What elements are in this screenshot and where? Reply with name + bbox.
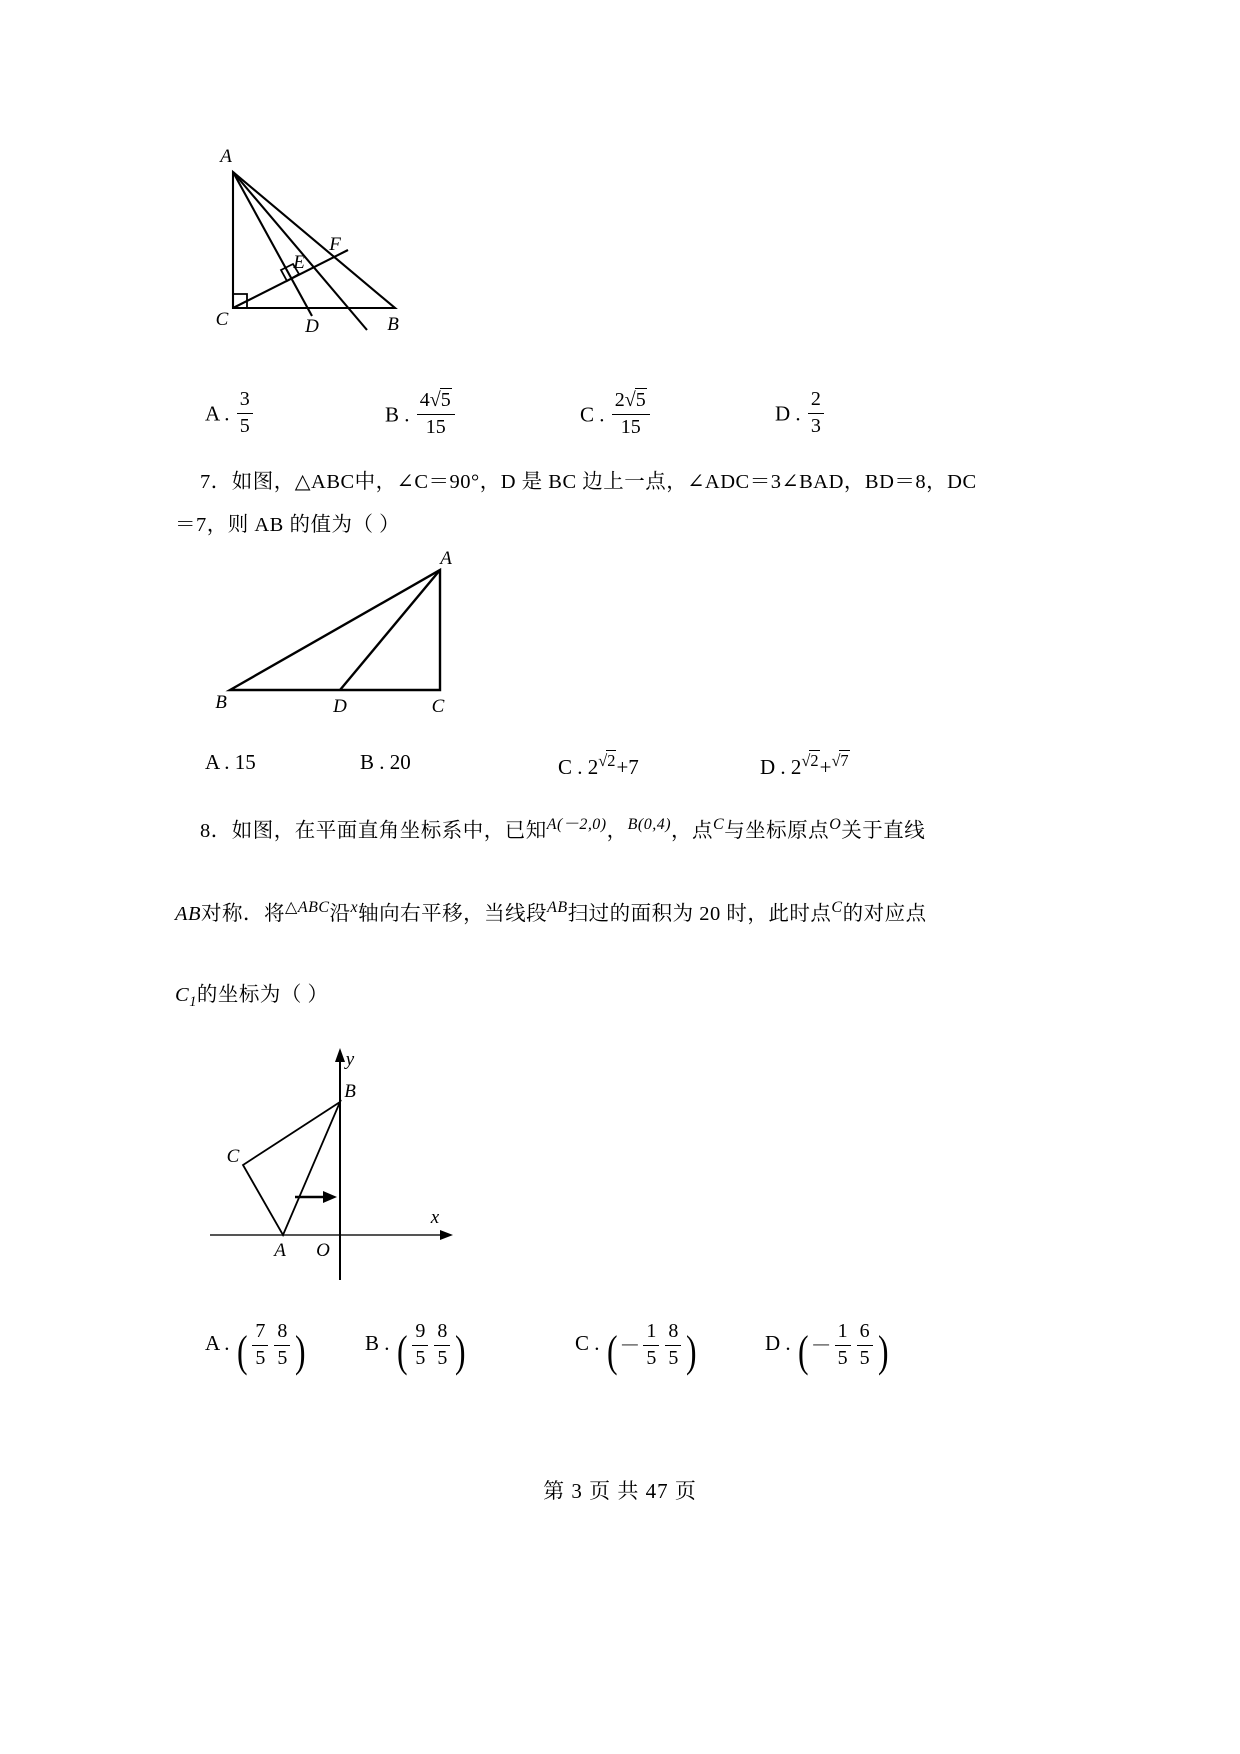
q6-option-c[interactable] [580,388,652,439]
q8-line1-text-d: 关于直线 [841,819,926,842]
q7-label-A: A [440,550,452,569]
q8-point-C: C [713,816,725,833]
q8-option-a-key: A . [205,1330,230,1355]
q7-option-a[interactable] [205,750,256,775]
q8-option-b-key: B . [365,1330,390,1355]
paren-close-icon: ) [877,1326,889,1376]
q8-option-c[interactable] [575,1320,699,1376]
q8-option-b[interactable] [365,1320,468,1376]
q8-line2-text-b: 沿 [329,902,351,925]
q8-label-B: B [344,1081,356,1102]
q8-point-O: O [829,816,842,833]
q8-triangle-ABC: △ABC [285,899,330,916]
q6-option-d-value: $\frac{2}{3}$ [808,388,824,438]
q8-figure [195,1040,515,1290]
q8-option-c-minus: － [619,1333,641,1358]
q6-label-A: A [220,146,232,167]
q6-label-C: C [215,309,229,330]
q8-option-a[interactable] [205,1320,308,1376]
q7-option-d-value: $2^{√2}+^{√7}$ [790,751,849,779]
q7-statement-line2: ＝7，则 AB 的值为（ ） [175,514,401,536]
q7-option-d-key: D . [760,755,786,779]
q7-label-C: C [431,696,445,717]
q6-label-F: F [329,234,341,255]
q6-label-B: B [387,314,399,335]
q8-option-d-minus: － [810,1333,832,1358]
q8-statement-line2 [175,888,927,934]
page-footer: 第 3 页 共 47 页 [543,1479,697,1503]
q7-label-D: D [333,696,347,717]
q8-line2-text-a: 对称．将 [201,902,286,925]
q8-line1-text-c: 与坐标原点 [724,819,830,842]
q6-label-E: E [293,252,305,273]
q6-option-c-key: C . [580,402,605,427]
q8-segment-AB: AB [175,902,202,925]
q8-label-A: A [274,1240,286,1261]
q8-point-C-2: C [831,899,843,916]
paren-open-icon: ( [396,1326,408,1376]
q6-option-a-key: A . [205,401,230,426]
q8-line1-comma: ， [606,819,628,842]
q8-label-y-axis: y [345,1049,355,1070]
q7-option-a-value: 15 [234,750,256,774]
q8-segment-AB-2: AB [547,899,568,916]
q8-option-c-key: C . [575,1330,600,1355]
q6-option-a-value: $\frac{3}{5}$ [237,388,253,438]
q7-option-c-value: $2^{√2}+7$ [587,751,639,779]
q6-figure [195,140,455,340]
q8-line2-text-d: 扫过的面积为 20 时，此时点 [567,902,832,925]
paren-close-icon: ) [686,1326,698,1376]
q8-label-C: C [226,1146,240,1167]
q6-option-a[interactable] [205,388,255,438]
q7-option-b[interactable] [360,750,411,775]
q7-option-c-key: C . [558,755,583,779]
q8-point-C1: $C_1$ [175,984,197,1011]
q8-option-a-value: ( $\frac{7}{5}$ $\frac{8}{5}$ ) [236,1320,307,1376]
q8-point-B-coord: B(0,4) [627,816,672,833]
paren-close-icon: ) [455,1326,467,1376]
q7-option-b-key: B . [360,750,385,774]
q6-option-b-value: $\frac{4√5}{15}$ [417,388,455,439]
q8-statement-line1 [200,805,925,851]
q8-axis-x: x [350,899,359,916]
q8-point-A-coord: A(－2,0) [546,816,607,833]
q7-option-b-value: 20 [389,750,411,774]
q7-option-c[interactable] [558,750,639,780]
q8-label-O: O [316,1240,330,1261]
q7-option-d[interactable] [760,750,850,780]
q6-option-c-value: $\frac{2√5}{15}$ [612,388,650,439]
q8-line3-text: 的坐标为（ ） [196,984,329,1006]
q6-option-d-key: D . [775,401,801,426]
q8-option-c-value: (－ $\frac{1}{5}$ $\frac{8}{5}$ ) [606,1320,698,1376]
q6-option-b[interactable] [385,388,457,439]
q7-label-B: B [215,692,227,713]
q8-line1-text-a: 8．如图，在平面直角坐标系中，已知 [200,819,547,842]
q8-line1-text-b: ，点 [671,819,714,842]
q8-line2-text-e: 的对应点 [842,902,927,925]
q6-option-b-key: B . [385,402,410,427]
q8-option-d[interactable] [765,1320,890,1376]
q7-option-a-key: A . [205,750,230,774]
paren-open-icon: ( [606,1326,618,1376]
q8-option-d-key: D . [765,1330,791,1355]
q8-line2-text-c: 轴向右平移，当线段 [358,902,548,925]
q6-label-D: D [305,316,319,337]
paren-close-icon: ) [295,1326,307,1376]
q7-figure [210,550,490,720]
q8-option-b-value: ( $\frac{9}{5}$ $\frac{8}{5}$ ) [396,1320,467,1376]
q6-option-d[interactable] [775,388,826,438]
paren-open-icon: ( [236,1326,248,1376]
paren-open-icon: ( [797,1326,809,1376]
q7-statement-line1: 7．如图，△ABC中，∠C＝90°，D 是 BC 边上一点，∠ADC＝3∠BAD，BD＝8，DC [200,471,977,493]
q8-statement-line3 [175,975,328,1022]
q8-label-x-axis: x [430,1207,440,1228]
q8-option-d-value: (－ $\frac{1}{5}$ $\frac{6}{5}$ ) [797,1320,889,1376]
